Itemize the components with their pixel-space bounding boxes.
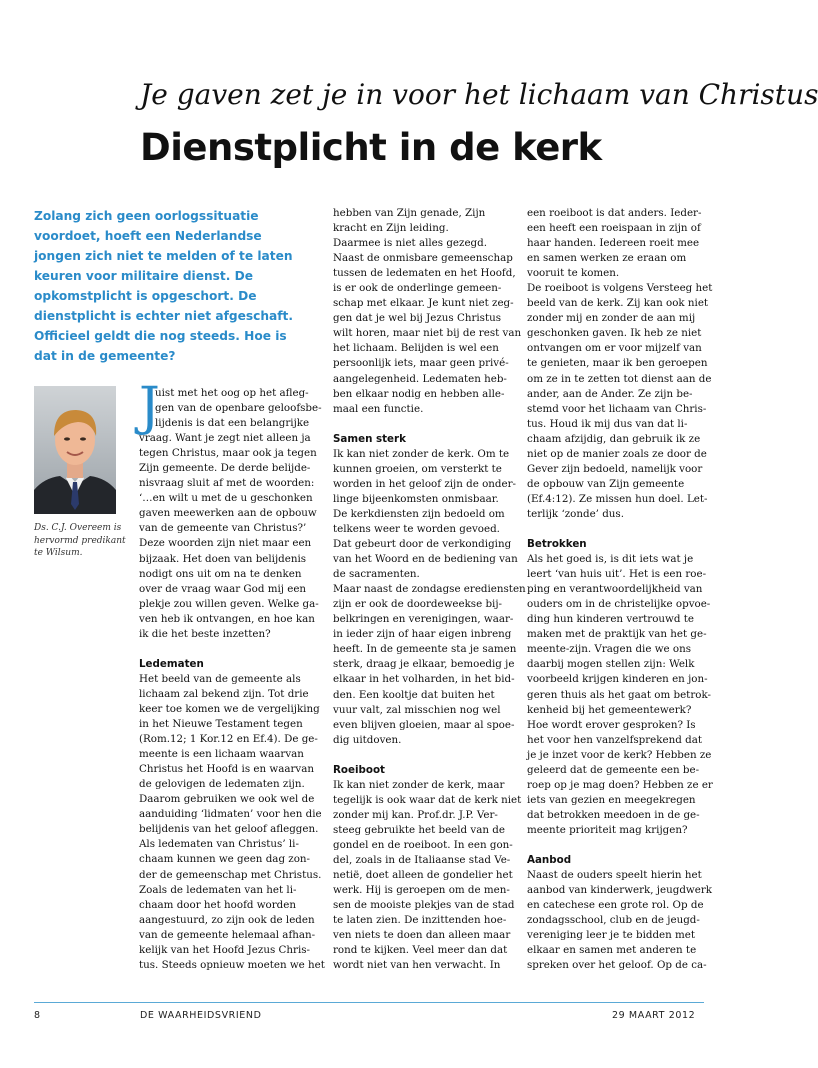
text-line: vooruit te komen. (527, 267, 620, 280)
text-column-1 (139, 386, 325, 973)
text-line: Ik kan niet zonder de kerk. Om te (333, 447, 510, 460)
text-line: Als ledematen van Christus’ li- (139, 838, 299, 851)
text-line: kenheid bij het gemeentewerk? (527, 703, 692, 716)
text-line: Het beeld van de gemeente als (139, 672, 301, 685)
text-line: Deze woorden zijn niet maar een (139, 537, 312, 550)
text-line: (Ef.4:12). Ze missen hun doel. Let- (527, 492, 708, 505)
text-line: steeg gebruikte het beeld van de (333, 823, 505, 836)
text-line: gaven meewerken aan de opbouw (139, 507, 317, 520)
text-line: Daarom gebruiken we ook wel de (139, 793, 315, 806)
article-intro: Zolang zich geen oorlogssituatie voordoet, hoeft een Nederlandse jongen zich niet te melden of te laten keuren voor militaire dienst. De opkomstplicht is opgeschort. De dienstplicht is echter niet afgeschaft. Officieel geldt die nog steeds. Hoe is dat in de gemeente? (34, 209, 294, 363)
text-line: tegelijk is ook waar dat de kerk niet (333, 793, 522, 806)
text-line: gondel en de roeiboot. In een gon- (333, 838, 513, 851)
text-line: nisvraag sluit af met de woorden: (139, 477, 315, 490)
paragraph-gap (333, 417, 513, 432)
text-line: Ik kan niet zonder de kerk, maar (333, 778, 505, 791)
text-line: lijdenis is dat een belangrijke (155, 417, 310, 430)
text-line: in ieder zijn of haar eigen inbreng (333, 628, 512, 641)
text-line: wilt horen, maar niet bij de rest van (333, 327, 522, 340)
text-line: chaam door het hoofd worden (139, 898, 296, 911)
article-title: Dienstplicht in de kerk (140, 126, 602, 169)
text-line: maal een functie. (333, 402, 424, 415)
text-line: niet op de manier zoals ze door de (527, 447, 707, 460)
text-line: is er ook de onderlinge gemeen- (333, 282, 502, 295)
text-line: een roeiboot is dat anders. Ieder- (527, 207, 702, 219)
text-line: tegen Christus, maar ook ja tegen (139, 447, 317, 460)
text-line: geschonken gaven. Ik heb ze niet (527, 327, 702, 340)
text-line: zijn er ook de doordeweekse bij- (333, 598, 503, 611)
text-line: maken met de praktijk van het ge- (527, 628, 707, 641)
text-column-3 (527, 206, 713, 973)
text-line: terlijk ‘zonde’ dus. (527, 507, 624, 520)
text-line: haar handen. Iedereen roeit mee (527, 237, 700, 250)
text-line: dat betrokken meedoen in de ge- (527, 808, 700, 821)
text-line: heeft. In de gemeente sta je samen (333, 643, 517, 656)
text-line: van de gemeente helemaal afhan- (139, 928, 316, 941)
text-line: gen dat je wel bij Jezus Christus (333, 312, 502, 325)
text-line: der de gemeenschap met Christus. (139, 868, 322, 881)
text-line: elkaar in het volharden, in het bid- (333, 673, 515, 686)
text-line: vuur valt, zal misschien nog wel (333, 703, 501, 716)
text-line: sen de mooiste plekjes van de stad (333, 899, 515, 912)
text-line: Naast de ouders speelt hierin het (527, 869, 702, 882)
text-line: zonder mij kan. Prof.dr. J.P. Ver- (333, 808, 498, 821)
text-line: sterk, draag je elkaar, bemoedig je (333, 658, 515, 671)
text-line: iets van gezien en meegekregen (527, 793, 696, 806)
photo-caption: Ds. C.J. Overeem is hervormd predikant te Wilsum. (34, 523, 126, 559)
text-line: het voor hen vanzelfsprekend dat (527, 733, 702, 746)
section-heading: Ledematen (139, 657, 204, 670)
text-line: del, zoals in de Italiaanse stad Ve- (333, 854, 511, 867)
text-line: De roeiboot is volgens Versteeg het (527, 282, 713, 295)
text-line: belkringen en verenigingen, waar- (333, 613, 514, 626)
text-line: het lichaam. Belijden is wel een (333, 342, 499, 355)
text-line: aangestuurd, zo zijn ook de leden (139, 913, 315, 926)
section-heading: Roeiboot (333, 763, 385, 776)
paragraph-gap (333, 748, 513, 763)
text-line: Zijn gemeente. De derde belijde- (139, 462, 311, 475)
text-line: elkaar en samen met anderen te (527, 944, 697, 957)
paragraph-gap (527, 838, 707, 853)
text-line: zondagsschool, club en de jeugd- (527, 914, 700, 927)
text-line: te genieten, maar ik ben geroepen (527, 357, 708, 370)
text-line: kelijk van het Hoofd Jezus Chris- (139, 943, 310, 956)
text-line: lichaam zal bekend zijn. Tot drie (139, 687, 309, 700)
text-line: plekje zou willen geven. Welke ga- (139, 597, 319, 610)
text-line: De kerkdiensten zijn bedoeld om (333, 507, 505, 520)
text-line: de opbouw van Zijn gemeente (527, 477, 685, 490)
drop-cap: J (139, 377, 160, 437)
text-line: kunnen groeien, om versterkt te (333, 462, 502, 475)
text-line: leert ‘van huis uit’. Het is een roe- (527, 568, 707, 581)
paragraph-gap (527, 522, 707, 537)
text-line: voorbeeld krijgen kinderen en jon- (527, 673, 708, 686)
text-line: linge bijeenkomsten onmisbaar. (333, 492, 499, 505)
text-line: Daarmee is niet alles gezegd. (333, 237, 487, 250)
text-line: stemd voor het lichaam van Chris- (527, 402, 707, 415)
text-line: bijzaak. Het doen van belijdenis (139, 552, 307, 565)
text-line: meente-zijn. Vragen die we ons (527, 643, 692, 656)
text-line: daarbij mogen stellen zijn: Welk (527, 658, 695, 671)
text-line: geleerd dat de gemeente een be- (527, 763, 700, 776)
text-line: ‘…en wilt u met de u geschonken (139, 492, 313, 505)
text-column-2 (333, 206, 526, 973)
text-line: tus. Houd ik mij dus van dat li- (527, 417, 688, 430)
text-line: de sacramenten. (333, 568, 420, 581)
text-line: Naast de onmisbare gemeenschap (333, 252, 513, 265)
paragraph-gap (139, 642, 319, 657)
text-line: ven heb ik ontvangen, en hoe kan (139, 612, 315, 625)
section-heading: Betrokken (527, 538, 587, 551)
text-line: worden in het geloof zijn de onder- (333, 477, 517, 490)
text-line: Dat gebeurt door de verkondiging (333, 538, 512, 551)
text-line: uist met het oog op het afleg- (155, 387, 309, 399)
text-line: te laten zien. De inzittenden hoe- (333, 914, 507, 927)
text-line: in het Nieuwe Testament tegen (139, 718, 303, 731)
text-line: nodigt ons uit om na te denken (139, 567, 302, 580)
text-line: Christus het Hoofd is en waarvan (139, 763, 314, 776)
text-line: aanbod van kinderwerk, jeugdwerk (527, 884, 712, 897)
text-line: chaam kunnen we geen dag zon- (139, 853, 311, 866)
text-line: en catechese een grote rol. Op de (527, 899, 704, 912)
text-line: Maar naast de zondagse erediensten (333, 583, 526, 596)
magazine-name: DE WAARHEIDSVRIEND (140, 1010, 262, 1021)
text-line: belijdenis van het geloof afleggen. (139, 823, 319, 836)
text-line: geren thuis als het gaat om betrok- (527, 688, 711, 701)
text-line: (Rom.12; 1 Kor.12 en Ef.4). De ge- (139, 733, 318, 746)
text-line: Zoals de ledematen van het li- (139, 883, 297, 896)
text-line: meente prioriteit mag krijgen? (527, 823, 688, 836)
text-line: chaam afzijdig, dan gebruik ik ze (527, 432, 701, 445)
text-line: vereniging leer je te bidden met (527, 929, 696, 942)
text-line: kracht en Zijn leiding. (333, 222, 449, 235)
text-line: ping en verantwoordelijkheid van (527, 583, 703, 596)
section-heading: Aanbod (527, 854, 572, 867)
issue-date: 29 MAART 2012 (612, 1010, 696, 1021)
text-line: over de vraag waar God mij een (139, 582, 307, 595)
text-line: meente is een lichaam waarvan (139, 748, 304, 761)
text-line: zonder mij en zonder de aan mij (527, 312, 696, 325)
text-line: Gever zijn bedoeld, namelijk voor (527, 462, 703, 475)
page-number: 8 (34, 1010, 41, 1021)
text-line: tussen de ledematen en het Hoofd, (333, 267, 516, 280)
text-line: dig uitdoven. (333, 733, 402, 746)
text-line: werk. Hij is geroepen om de men- (333, 884, 510, 897)
text-line: even blijven gloeien, maar al spoe- (333, 718, 515, 731)
text-line: spreken over het geloof. Op de ca- (527, 959, 707, 972)
text-line: den. Een kooltje dat buiten het (333, 688, 495, 701)
text-line: ontvangen om er voor mijzelf van (527, 342, 702, 355)
author-photo (34, 386, 116, 514)
text-line: Hoe wordt erover gesproken? Is (527, 718, 696, 731)
text-line: ben elkaar nodig en hebben alle- (333, 387, 505, 400)
text-line: keer toe komen we de vergelijking (139, 702, 320, 715)
text-line: de gelovigen de ledematen zijn. (139, 778, 305, 791)
article-kicker: Je gaven zet je in voor het lichaam van Christus (140, 78, 818, 111)
text-line: telkens weer te worden gevoed. (333, 522, 500, 535)
text-line: hebben van Zijn genade, Zijn (333, 207, 486, 219)
text-line: je je inzet voor de kerk? Hebben ze (527, 748, 712, 761)
text-line: van het Woord en de bediening van (333, 553, 518, 566)
text-line: ven niets te doen dan alleen maar (333, 929, 511, 942)
text-line: aanduiding ‘lidmaten’ voor hen die (139, 808, 322, 821)
text-line: Als het goed is, is dit iets wat je (527, 553, 694, 566)
text-line: persoonlijk iets, maar geen privé- (333, 357, 509, 370)
text-line: beeld van de kerk. Zij kan ook niet (527, 297, 709, 310)
text-line: om ze in te zetten tot dienst aan de (527, 372, 712, 385)
author-portrait-image (34, 386, 116, 514)
text-line: ik die het beste inzetten? (139, 627, 271, 640)
footer-rule (34, 1002, 704, 1003)
text-line: netië, doet alleen de gondelier het (333, 869, 513, 882)
section-heading: Samen sterk (333, 432, 406, 445)
text-line: schap met elkaar. Je kunt niet zeg- (333, 297, 514, 310)
text-line: van de gemeente van Christus?’ (139, 522, 307, 535)
text-line: ouders om in de christelijke opvoe- (527, 598, 711, 611)
text-line: gen van de openbare geloofsbe- (155, 402, 322, 415)
text-line: aangelegenheid. Ledematen heb- (333, 372, 507, 385)
text-line: ander, aan de Ander. Ze zijn be- (527, 387, 693, 400)
text-line: ding hun kinderen vertrouwd te (527, 613, 694, 626)
text-line: tus. Steeds opnieuw moeten we het (139, 958, 325, 971)
text-line: wordt niet van hen verwacht. In (333, 959, 501, 972)
text-line: een heeft een roeispaan in zijn of (527, 222, 701, 235)
text-line: roep op je mag doen? Hebben ze er (527, 778, 713, 791)
text-line: rond te kijken. Veel meer dan dat (333, 944, 508, 957)
text-line: en samen werken ze eraan om (527, 252, 687, 265)
text-line: vraag. Want je zegt niet alleen ja (139, 432, 311, 445)
